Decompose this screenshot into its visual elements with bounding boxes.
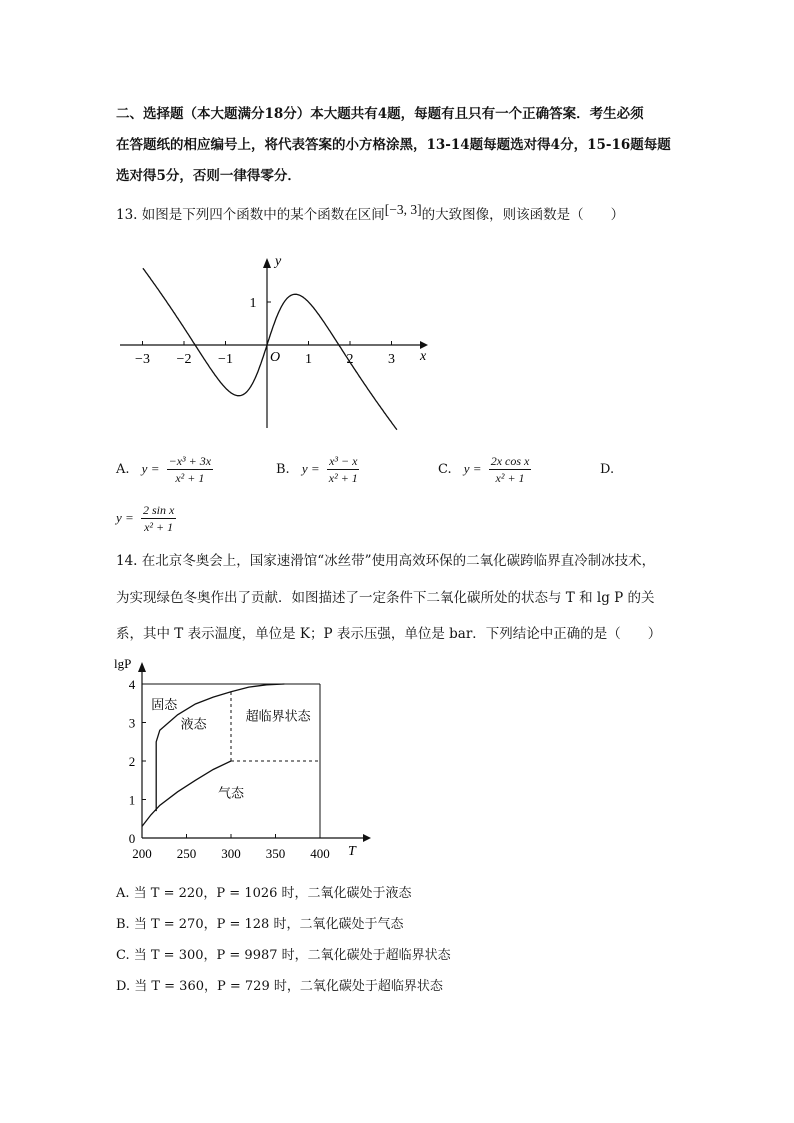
q14-option-a[interactable]: A. 当 T = 220，P = 1026 时，二氧化碳处于液态 (116, 886, 412, 901)
x-axis-label: T (348, 844, 356, 859)
option-a-lhs: y = (141, 461, 160, 476)
y-axis-label: y (275, 254, 282, 269)
option-a-fraction (167, 453, 213, 486)
region-label: 气态 (217, 785, 245, 801)
y-tick-label: 2 (128, 754, 136, 769)
x-tick-label: −1 (218, 352, 233, 367)
q14-phase-diagram (100, 652, 380, 867)
q14-option-b[interactable]: B. 当 T = 270，P = 128 时，二氧化碳处于气态 (116, 917, 404, 932)
section-line-3: 选对得5分，否则一律得零分． (116, 168, 301, 184)
x-tick-label: −2 (176, 352, 192, 367)
q14-stem-line-1: 14. 在北京冬奥会上，国家速滑馆“冰丝带”使用高效环保的二氧化碳跨临界直冷制冰技术， (116, 553, 656, 569)
q13-option-b[interactable] (276, 453, 363, 486)
x-tick-label: 3 (388, 352, 395, 367)
q13-stem (116, 203, 624, 223)
y-tick-label: 4 (128, 677, 136, 692)
section-line-2: 在答题纸的相应编号上，将代表答案的小方格涂黑，13-14题每题选对得4分，15-16题每题 (116, 137, 671, 153)
option-c-fraction (489, 453, 532, 486)
y-axis-arrow (263, 258, 271, 268)
option-c-den: x² + 1 (495, 471, 525, 485)
option-d-num: 2 sin x (142, 503, 175, 517)
option-b-fraction (327, 453, 360, 486)
q13-option-d[interactable] (116, 502, 179, 535)
q13-function-graph (115, 250, 435, 435)
y-tick-label: 3 (128, 715, 136, 731)
function-curve (143, 268, 397, 430)
option-a-den: x² + 1 (175, 471, 205, 485)
q14-stem-line-2: 为实现绿色冬奥作出了贡献．如图描述了一定条件下二氧化碳所处的状态与 T 和 lg P 的关 (116, 590, 655, 606)
x-tick-label: 1 (305, 352, 312, 367)
option-d-lhs: y = (116, 510, 134, 525)
origin-label: O (270, 350, 281, 365)
option-a-num: −x³ + 3x (168, 454, 212, 468)
x-tick-label: 250 (176, 846, 197, 861)
x-tick-label: 400 (310, 846, 330, 861)
y-tick-label: 1 (249, 296, 257, 311)
region-label: 液态 (180, 716, 207, 732)
option-b-letter: B. (276, 462, 290, 477)
y-tick-label: 0 (128, 831, 136, 846)
region-label: 固态 (151, 697, 178, 713)
option-c-lhs: y = (463, 461, 482, 476)
option-d-den: x² + 1 (144, 520, 174, 534)
q13-stem-b: 的大致图像，则该函数是（ ） (421, 207, 625, 223)
q13-option-d-letter[interactable]: D. (600, 462, 615, 477)
option-d-fraction (141, 502, 176, 535)
q13-option-a[interactable] (116, 453, 216, 486)
y-tick-label: 1 (128, 792, 136, 808)
x-axis-label: x (420, 349, 427, 364)
x-tick-label: −3 (135, 352, 150, 367)
option-b-num: x³ − x (329, 454, 358, 468)
q13-option-c[interactable] (438, 453, 534, 486)
option-b-lhs: y = (301, 461, 320, 476)
q13-interval: [−3, 3] (384, 202, 422, 217)
option-c-num: 2x cos x (490, 454, 530, 468)
q13-stem-a: 13. 如图是下列四个函数中的某个函数在区间 (116, 207, 385, 223)
section-line-1: 二、选择题（本大题满分18分）本大题共有4题，每题有且只有一个正确答案．考生必须 (116, 106, 644, 122)
q14-option-c[interactable]: C. 当 T = 300，P = 9987 时，二氧化碳处于超临界状态 (116, 948, 451, 963)
option-c-letter: C. (438, 462, 452, 477)
q14-stem-line-3: 系，其中 T 表示温度，单位是 K；P 表示压强，单位是 bar．下列结论中正确的是（ ） (116, 626, 662, 642)
y-axis-label: lgP (114, 656, 132, 671)
option-b-den: x² + 1 (328, 471, 358, 485)
x-axis-arrow (420, 341, 428, 349)
region-label: 超临界状态 (245, 708, 311, 724)
y-axis-arrow (138, 662, 146, 672)
x-tick-label: 2 (346, 352, 354, 367)
option-a-letter: A. (116, 462, 130, 477)
x-axis-arrow (363, 834, 371, 842)
x-tick-label: 300 (221, 846, 241, 861)
x-tick-label: 200 (132, 846, 152, 861)
x-tick-label: 350 (265, 846, 286, 861)
q14-option-d[interactable]: D. 当 T = 360，P = 729 时，二氧化碳处于超临界状态 (116, 979, 443, 994)
